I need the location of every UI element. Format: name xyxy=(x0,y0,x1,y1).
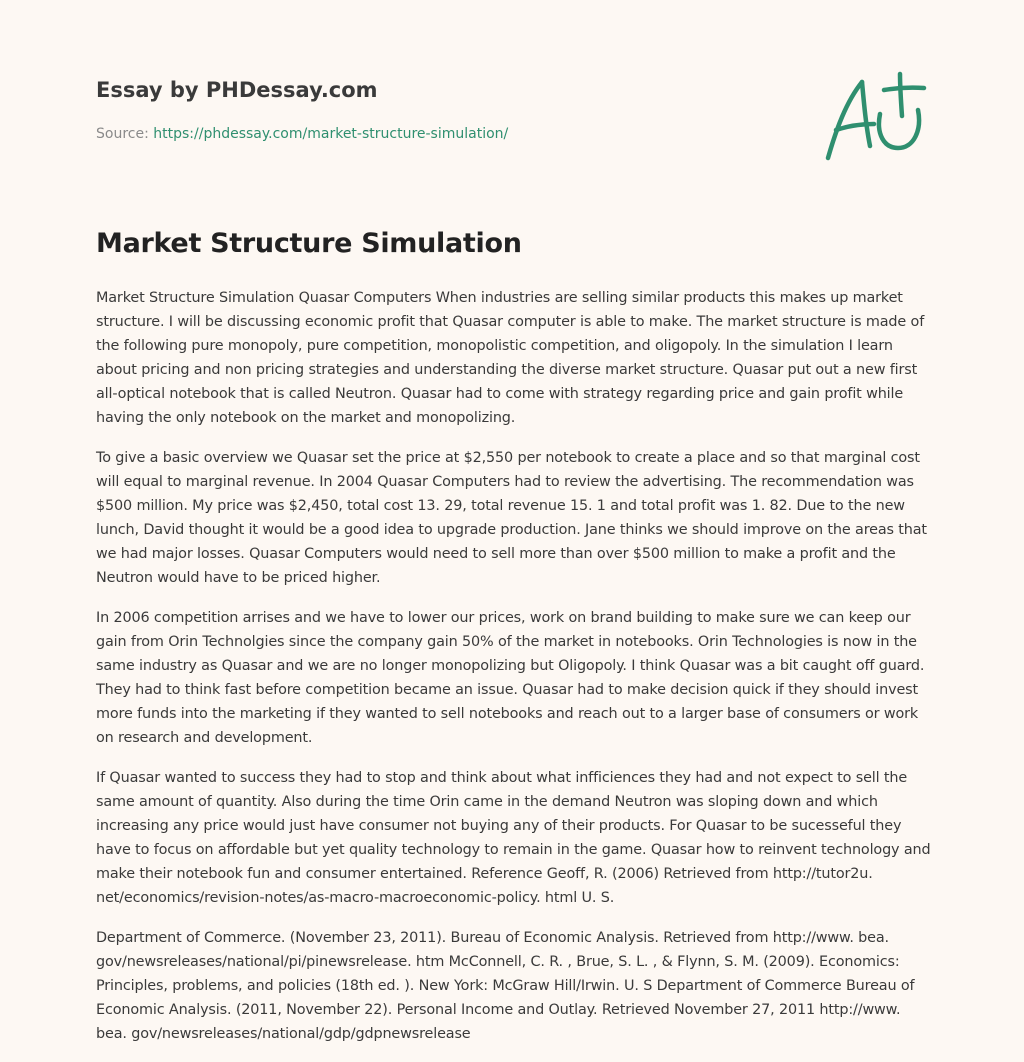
source-link[interactable]: https://phdessay.com/market-structure-simulation/ xyxy=(153,126,509,142)
article-paragraph: If Quasar wanted to success they had to stop and think about what infficiences they had and not expect to sell the same amount of quantity. Also during the time Orin came in the demand Neutron was sloping down and which increasing any price would just have consumer not buying any of their products. For Quasar to be sucesseful they have to focus on affordable but yet quality technology to remain in the game. Quasar how to reinvent technology and make their notebook fun and consumer entertained. Reference Geoff, R. (2006) Retrieved from http://tutor2u. net/economics/revision-notes/as-macro-macroeconomic-policy. html U. S. xyxy=(96,770,931,906)
article-title: Market Structure Simulation xyxy=(96,228,522,259)
page-header xyxy=(96,74,796,144)
site-title: Essay by PHDessay.com xyxy=(96,78,378,102)
article-paragraph: Market Structure Simulation Quasar Computers When industries are selling similar products this makes up market structure. I will be discussing economic profit that Quasar computer is able to make. The market structure is made of the following pure monopoly, pure competition, monopolistic competition, and oligopoly. In the simulation I learn about pricing and non pricing strategies and understanding the diverse market structure. Quasar put out a new first all-optical notebook that is called Neutron. Quasar had to come with strategy regarding price and gain profit while having the only notebook on the market and monopolizing. xyxy=(96,290,925,426)
source-label: Source: xyxy=(96,126,154,142)
a-plus-logo xyxy=(822,68,928,164)
article-paragraph: In 2006 competition arrises and we have to lower our prices, work on brand building to make sure we can keep our gain from Orin Technolgies since the company gain 50% of the market in notebooks. Orin Technologies is now in the same industry as Quasar and we are no longer monopolizing but Oligopoly. I think Quasar was a bit caught off guard. They had to think fast before competition became an issue. Quasar had to make decision quick if they should invest more funds into the marketing if they wanted to sell notebooks and reach out to a larger base of consumers or work on research and development. xyxy=(96,610,925,746)
source-line xyxy=(96,124,796,144)
article xyxy=(96,222,932,1062)
a-plus-logo-icon xyxy=(822,68,928,164)
article-paragraph: Department of Commerce. (November 23, 2011). Bureau of Economic Analysis. Retrieved from http://www. bea. gov/newsreleases/national/pi/pinewsrelease. htm McConnell, C. R. , Brue, S. L. , & Flynn, S. M. (2009). Economics: Principles, problems, and policies (18th ed. ). New York: McGraw Hill/Irwin. U. S Department of Commerce Bureau of Economic Analysis. (2011, November 22). Personal Income and Outlay. Retrieved November 27, 2011 http://www. bea. gov/newsreleases/national/gdp/gdpnewsrelease xyxy=(96,930,915,1042)
article-paragraph: To give a basic overview we Quasar set the price at $2,550 per notebook to create a place and so that marginal cost will equal to marginal revenue. In 2004 Quasar Computers had to review the advertising. The recommendation was $500 million. My price was $2,450, total cost 13. 29, total revenue 15. 1 and total profit was 1. 82. Due to the new lunch, David thought it would be a good idea to upgrade production. Jane thinks we should improve on the areas that we had major losses. Quasar Computers would need to sell more than over $500 million to make a profit and the Neutron would have to be priced higher. xyxy=(96,450,927,586)
